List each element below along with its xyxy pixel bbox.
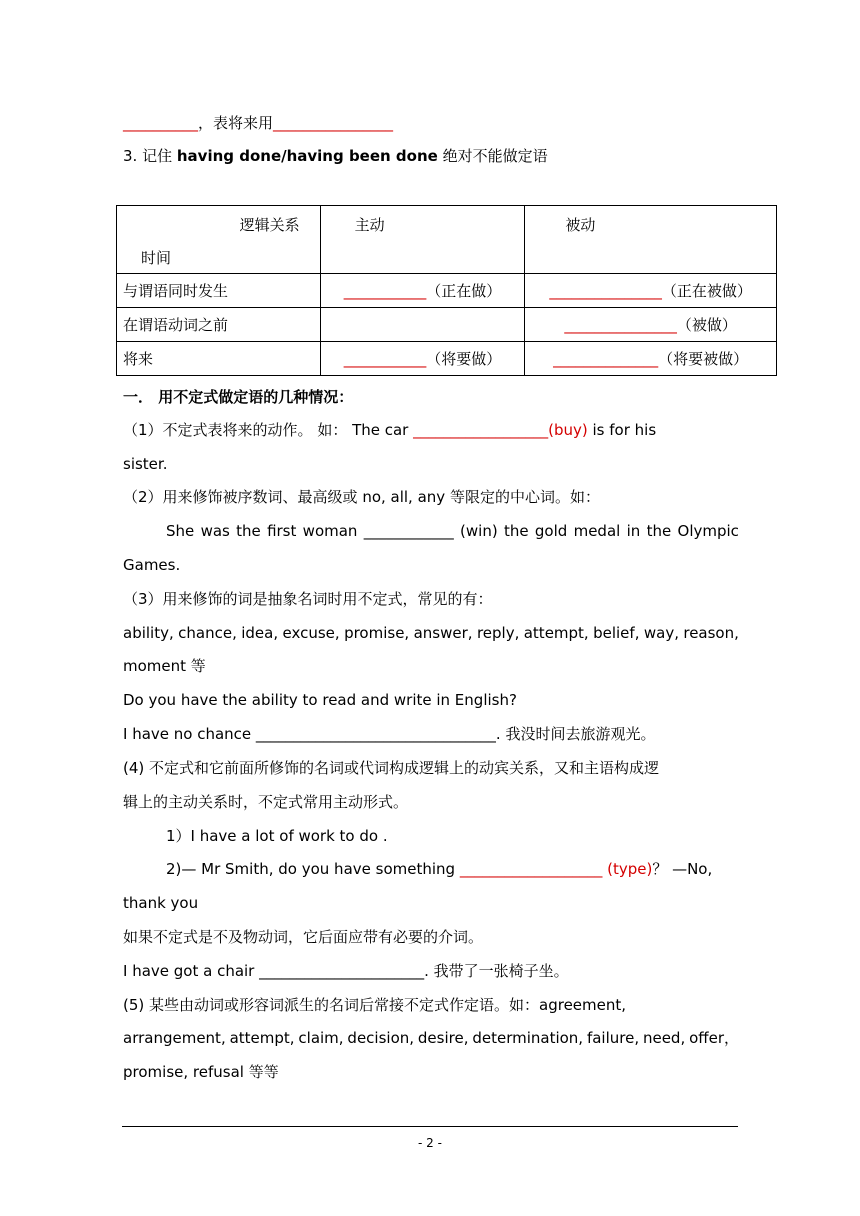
case2-text: （2）用来修饰被序数词、最高级或 no, all, any 等限定的中心词。如： (123, 488, 600, 506)
case4-example2-cont: thank you (123, 894, 199, 912)
rule-prefix: 3. 记住 (123, 147, 177, 165)
participle-table (116, 205, 777, 376)
word: belief, (593, 624, 640, 642)
blank: __________ (123, 114, 198, 132)
case3-example2 (123, 724, 655, 744)
case5-text: (5) 某些由动词或形容词派生的名词后常接不定式作定语。如：agreement, (123, 996, 627, 1014)
case1-text2: is for his (587, 421, 657, 439)
word: the (236, 522, 261, 540)
word: idea, (241, 624, 279, 642)
header-time: 时间 (141, 249, 172, 267)
text: . 我带了一张椅子坐。 (424, 962, 569, 980)
case4-cont: 辑上的主动关系时，不定式常用主动形式。 (123, 793, 409, 811)
blank: _______________ (564, 316, 677, 334)
word: ____________ (363, 522, 454, 540)
word: attempt, (523, 624, 589, 642)
rule-suffix: 绝对不能做定语 (437, 147, 548, 165)
row-passive (525, 274, 777, 308)
case3-cont: moment 等 (123, 657, 206, 675)
row-time: 在谓语动词之前 (117, 308, 321, 342)
case3-words (123, 623, 739, 643)
word: She (166, 522, 195, 540)
word: ability, (123, 624, 174, 642)
row-time: 与谓语同时发生 (117, 274, 321, 308)
note: （正在被做） (661, 282, 752, 300)
case5-words (123, 1028, 739, 1048)
case5-cont: promise, refusal 等等 (123, 1063, 279, 1081)
word: need, (642, 1029, 686, 1047)
word: determination, (472, 1029, 584, 1047)
word: desire, (417, 1029, 469, 1047)
page-number: - 2 - (418, 1136, 442, 1150)
blank: __________________(buy) (413, 421, 588, 439)
word: first (267, 522, 297, 540)
header-passive-cell (525, 206, 777, 274)
header-passive: 被动 (565, 216, 596, 234)
text: I have no chance (123, 725, 256, 743)
word: reason, (683, 624, 739, 642)
header-active: 主动 (354, 216, 385, 234)
case2-cont: Games. (123, 556, 181, 574)
footer-rule (122, 1126, 738, 1127)
case4-note: 如果不定式是不及物动词，它后面应带有必要的介词。 (123, 928, 484, 946)
word: attempt, (229, 1029, 295, 1047)
row-active (320, 274, 525, 308)
blank: _______________ (549, 282, 662, 300)
row-time: 将来 (117, 342, 321, 376)
word: excuse, (282, 624, 340, 642)
blank: ___________ (343, 350, 427, 368)
case4-example1: 1）I have a lot of work to do . (166, 827, 388, 845)
text: . 我没时间去旅游观光。 (495, 725, 656, 743)
word: offer， (689, 1029, 739, 1047)
fill-line-future (123, 113, 393, 133)
blank: ___________ (343, 282, 427, 300)
section-heading: 一． 用不定式做定语的几种情况： (123, 388, 354, 406)
word: woman (302, 522, 358, 540)
word: gold (534, 522, 568, 540)
row-passive (525, 308, 777, 342)
word: decision, (347, 1029, 415, 1047)
word: was (200, 522, 230, 540)
blank: ________________ (273, 114, 394, 132)
blank: ______________________ (259, 962, 425, 980)
case4-text: (4) 不定式和它前面所修饰的名词或代词构成逻辑上的动宾关系，又和主语构成逻 (123, 759, 660, 777)
case1-line (123, 420, 656, 440)
text: I have got a chair (123, 962, 260, 980)
header-relation: 逻辑关系 (239, 216, 300, 234)
case1-cont: sister. (123, 455, 168, 473)
note: （被做） (676, 316, 737, 334)
rule-bold: having done/having been done (176, 147, 438, 165)
header-relation-time-cell (117, 206, 321, 274)
header-active-cell (320, 206, 525, 274)
blank: ________________________________ (255, 725, 496, 743)
word: claim, (298, 1029, 344, 1047)
note: （将要做） (426, 350, 502, 368)
case4-example2 (166, 859, 712, 879)
word: the (503, 522, 529, 540)
word: arrangement, (123, 1029, 226, 1047)
word: reply, (476, 624, 520, 642)
case2-example (166, 521, 739, 541)
row-passive (525, 342, 777, 376)
case3-text: （3）用来修饰的词是抽象名词时用不定式，常见的有： (123, 590, 493, 608)
word: promise, (344, 624, 410, 642)
text: ，表将来用 (198, 114, 274, 132)
blank: ______________ (553, 350, 659, 368)
case3-example1: Do you have the ability to read and write in English? (123, 691, 517, 709)
text: 2)— Mr Smith, do you have something (166, 860, 460, 878)
case1-text: （1）不定式表将来的动作。 如： The car (123, 421, 414, 439)
word: failure, (586, 1029, 640, 1047)
note: （将要被做） (658, 350, 749, 368)
note: （正在做） (426, 282, 502, 300)
word: answer, (413, 624, 473, 642)
case4-example3 (123, 961, 569, 981)
word: way, (643, 624, 679, 642)
row-active (320, 308, 525, 342)
word: chance, (178, 624, 237, 642)
word: (win) (460, 522, 498, 540)
word: medal (573, 522, 621, 540)
text: ？ —No, (652, 860, 713, 878)
blank: ___________________ (type) (459, 860, 653, 878)
rule-3 (123, 146, 548, 166)
row-active (320, 342, 525, 376)
word: Olympic (677, 522, 739, 540)
word: in (626, 522, 641, 540)
word: the (646, 522, 672, 540)
